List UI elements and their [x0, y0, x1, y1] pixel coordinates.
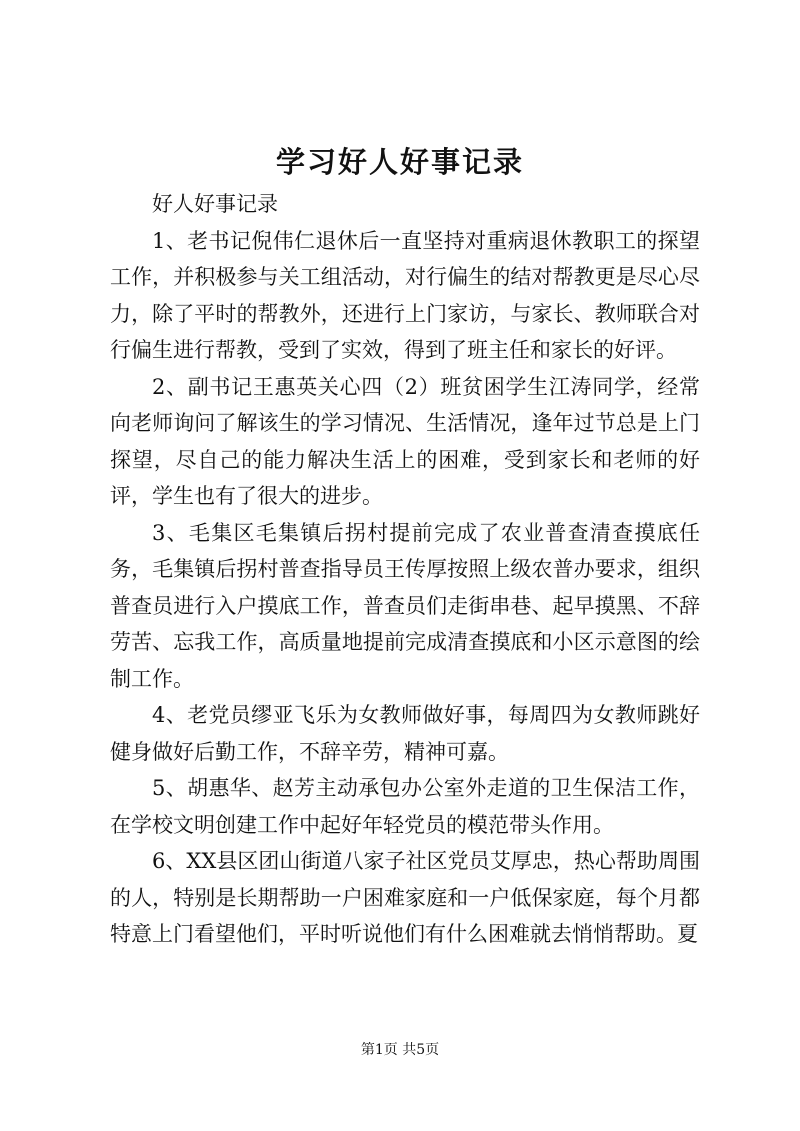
- document-body: [110, 186, 700, 953]
- paragraph-5: 5、胡惠华、赵芳主动承包办公室外走道的卫生保洁工作，在学校文明创建工作中起好年轻党员的模范带头作用。: [110, 776, 700, 837]
- paragraph-4: 4、老党员缪亚飞乐为女教师做好事，每周四为女教师跳好健身做好后勤工作，不辞辛劳，精神可嘉。: [110, 703, 700, 764]
- paragraph-1: 1、老书记倪伟仁退休后一直坚持对重病退休教职工的探望工作，并积极参与关工组活动，对行偏生的结对帮教更是尽心尽力，除了平时的帮教外，还进行上门家访，与家长、教师联合对行偏生进行帮教，受到了实效，得到了班主任和家长的好评。: [110, 228, 700, 362]
- page-number-footer: 第1页 共5页: [360, 1042, 440, 1058]
- paragraph-6: 6、XX县区团山街道八家子社区党员艾厚忠，热心帮助周围的人，特别是长期帮助一户困难家庭和一户低保家庭，每个月都特意上门看望他们，平时听说他们有什么困难就去悄悄帮助。夏: [110, 849, 700, 946]
- page-title: 学习好人好事记录: [275, 145, 524, 179]
- paragraph-heading: 好人好事记录: [152, 192, 278, 216]
- paragraph-2: 2、副书记王惠英关心四（2）班贫困学生江涛同学，经常向老师询问了解该生的学习情况、生活情况，逢年过节总是上门探望，尽自己的能力解决生活上的困难，受到家长和老师的好评，学生也有了很大的进步。: [110, 374, 700, 508]
- paragraph-3: 3、毛集区毛集镇后拐村提前完成了农业普查清查摸底任务，毛集镇后拐村普查指导员王传厚按照上级农普办要求，组织普查员进行入户摸底工作，普查员们走街串巷、起早摸黑、不辞劳苦、忘我工作，高质量地提前完成清查摸底和小区示意图的绘制工作。: [110, 520, 700, 691]
